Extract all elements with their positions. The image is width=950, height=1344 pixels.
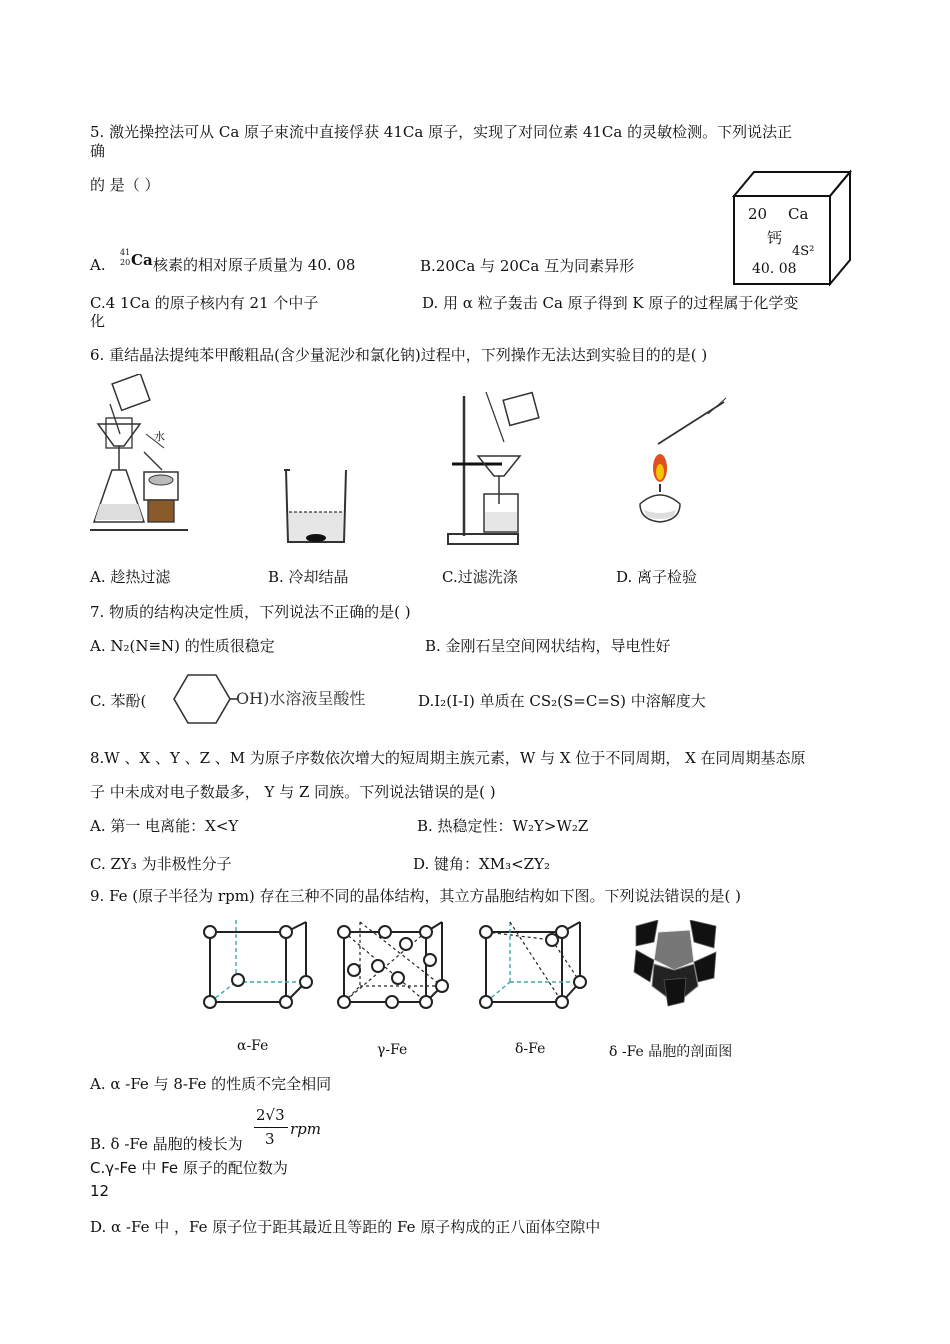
- q9-option-b: B. δ -Fe 晶胞的棱长为: [90, 1135, 243, 1153]
- gamma-fe-cell-figure: [334, 920, 450, 1012]
- delta-fe-section-figure: [628, 920, 722, 1010]
- q5-option-a-symbol: Ca: [131, 251, 153, 269]
- q5-stem-line3: 的 是（ ）: [90, 176, 160, 194]
- q5-stem-line1: 5. 激光操控法可从 Ca 原子束流中直接俘获 41Ca 原子，实现了对同位素 41Ca 的灵敏检测。下列说法正: [90, 123, 793, 141]
- q7-option-a: A. N₂(N≡N) 的性质很稳定: [90, 637, 275, 655]
- q7-option-d: D.I₂(I-I) 单质在 CS₂(S=C=S) 中溶解度大: [418, 692, 706, 710]
- q7-stem: 7. 物质的结构决定性质，下列说法不正确的是( ): [90, 603, 411, 621]
- element-number: 20: [748, 205, 768, 223]
- q8-option-d: D. 键角：XM₃<ZY₂: [413, 855, 550, 873]
- q8-option-b: B. 热稳定性：W₂Y>W₂Z: [417, 817, 589, 835]
- q8-option-c: C. ZY₃ 为非极性分子: [90, 855, 232, 873]
- calcium-element-card: [730, 168, 854, 288]
- q6-caption-d: D. 离子检验: [616, 568, 698, 586]
- q6-stem: 6. 重结晶法提纯苯甲酸粗品(含少量泥沙和氯化钠)过程中，下列操作无法达到实验目的的是( ): [90, 346, 708, 364]
- q5-option-a-atomic-number: 20: [120, 258, 131, 267]
- q7-option-b: B. 金刚石呈空间网状结构，导电性好: [425, 637, 671, 655]
- benzene-ring-icon: [158, 670, 238, 728]
- water-label: 水: [154, 430, 165, 443]
- q8-stem-line1: 8.W 、X 、Y 、Z 、M 为原子序数依次增大的短周期主族元素，W 与 X 位于不同周期， X 在同周期基态原: [90, 749, 806, 767]
- cooling-crystallization-figure: [282, 466, 352, 546]
- hot-filtration-figure: [88, 374, 192, 544]
- q8-option-a: A. 第一 电离能：X<Y: [90, 817, 239, 835]
- q9-stem: 9. Fe (原子半径为 rpm) 存在三种不同的晶体结构，其立方晶胞结构如下图。下列说法错误的是( ): [90, 887, 742, 905]
- ion-test-figure: [628, 394, 728, 524]
- q9-option-d: D. α -Fe 中 ，Fe 原子位于距其最近且等距的 Fe 原子构成的正八面体空隙中: [90, 1218, 601, 1236]
- q9-option-a: A. α -Fe 与 8-Fe 的性质不完全相同: [90, 1075, 332, 1093]
- element-symbol: Ca: [788, 205, 809, 223]
- q9-option-b-unit: rpm: [290, 1120, 321, 1138]
- q5-option-a-mass-number: 41: [120, 248, 131, 257]
- element-name: 钙: [767, 229, 783, 247]
- element-mass: 40. 08: [752, 261, 797, 277]
- q9-option-c-line1: C.γ-Fe 中 Fe 原子的配位数为: [90, 1159, 288, 1177]
- q5-option-d: D. 用 α 粒子轰击 Ca 原子得到 K 原子的过程属于化学变: [422, 294, 799, 312]
- q9-caption-delta: δ-Fe: [515, 1041, 546, 1057]
- element-config: 4S²: [792, 244, 815, 259]
- q9-option-b-numerator: 2√3: [256, 1106, 285, 1124]
- q5-option-c-line1: C.4 1Ca 的原子核内有 21 个中子: [90, 294, 319, 312]
- q9-option-b-denominator: 3: [265, 1130, 275, 1148]
- q7-option-c-prefix: C. 苯酚(: [90, 692, 147, 710]
- fraction-bar: [254, 1127, 288, 1128]
- q6-caption-b: B. 冷却结晶: [268, 568, 349, 586]
- q9-option-c-line2: 12: [90, 1182, 110, 1200]
- q5-option-a-label: A.: [90, 256, 106, 274]
- q6-caption-a: A. 趁热过滤: [90, 568, 171, 586]
- q6-caption-c: C.过滤洗涤: [442, 568, 518, 586]
- q5-option-a-text: 核素的相对原子质量为 40. 08: [153, 256, 356, 274]
- q9-caption-alpha: α-Fe: [237, 1038, 269, 1054]
- delta-fe-cell-figure: [476, 920, 594, 1012]
- q7-option-c-text: OH)水溶液呈酸性: [236, 689, 366, 708]
- q5-option-c-line2: 化: [90, 312, 106, 330]
- alpha-fe-cell-figure: [200, 920, 318, 1012]
- q9-caption-section: δ -Fe 晶胞的剖面图: [609, 1044, 733, 1060]
- q9-caption-gamma: γ-Fe: [377, 1042, 408, 1058]
- q5-stem-line2: 确: [90, 142, 106, 160]
- q8-stem-line2: 子 中未成对电子数最多， Y 与 Z 同族。下列说法错误的是( ): [90, 783, 496, 801]
- q5-option-b: B.20Ca 与 20Ca 互为同素异形: [420, 257, 635, 275]
- filtration-washing-figure: [446, 386, 546, 548]
